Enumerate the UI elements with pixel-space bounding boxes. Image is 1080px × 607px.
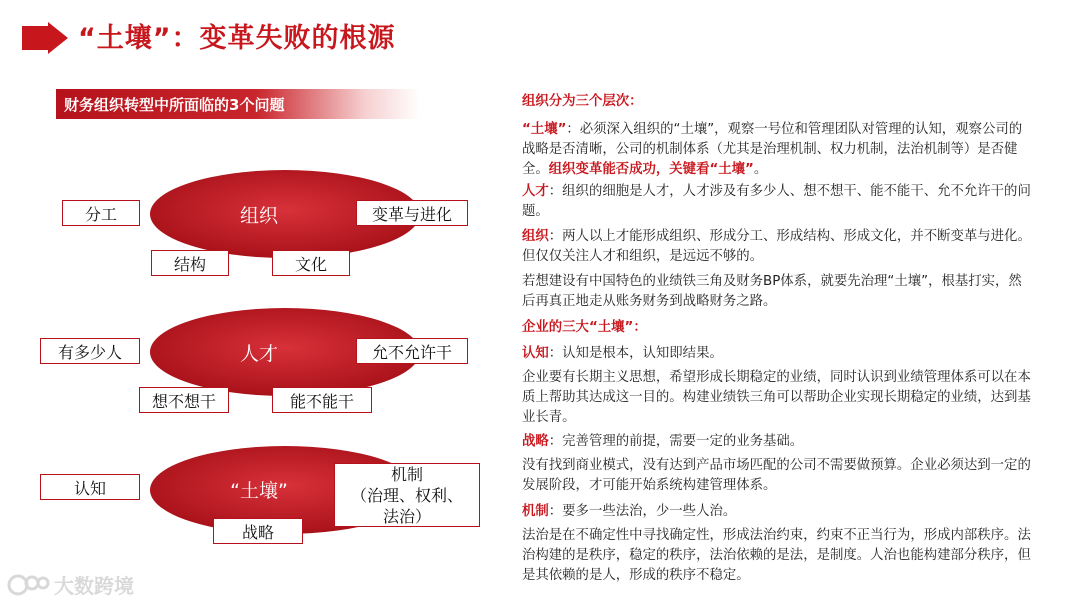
para-talent-label: 人才 (522, 184, 549, 199)
para-organization-label: 组织 (522, 229, 549, 244)
mechanism-line-3: 法治） (382, 506, 431, 526)
watermark-logo-icon (6, 572, 50, 598)
banner-label: 财务组织转型中所面临的3个问题 (64, 96, 285, 114)
para-business-model: 没有找到商业模式，没有达到产品市场匹配的公司不需要做预算。企业必须达到一定的发展阶段，才可能开始系统构建管理体系。 (522, 458, 1031, 493)
para-soil (522, 120, 1032, 180)
para-long-term: 企业要有长期主义思想，希望形成长期稳定的业绩，同时认识到业绩管理体系可以在本质上帮助其达成这一目的。构建业绩铁三角可以帮助企业实现长期稳定的业绩，达到基业长青。 (522, 370, 1031, 425)
para-soil-end: 。 (753, 162, 768, 177)
para-talent (522, 182, 1032, 222)
mechanism-line-1: 机制 (390, 464, 423, 484)
title-arrow-icon (22, 22, 70, 54)
box-willing: 想不想干 (139, 387, 229, 413)
para-cognition-text: ：认知是根本，认知即结果。 (548, 346, 723, 361)
watermark-text: 大数跨境 (54, 574, 134, 598)
para-soil-emphasis: 组织变革能否成功，关键看“土壤” (548, 162, 754, 177)
para-strategy (522, 432, 1032, 452)
para-mechanism (522, 502, 1032, 522)
section-banner (56, 89, 420, 119)
box-structure: 结构 (151, 250, 229, 276)
ellipse-label-soil: “土壤” (230, 480, 288, 502)
box-division: 分工 (62, 200, 140, 226)
para-strategy-label: 战略 (522, 434, 549, 449)
heading-three-soils: 企业的三大“土壤”： (522, 320, 647, 335)
para-strategy-text: ：完善管理的前提，需要一定的业务基础。 (548, 434, 804, 449)
box-strategy: 战略 (213, 518, 303, 544)
para-cognition (522, 344, 1032, 364)
para-mechanism-label: 机制 (522, 504, 549, 519)
heading-three-levels: 组织分为三个层次： (522, 94, 643, 109)
box-culture: 文化 (272, 250, 350, 276)
box-cognition: 认知 (40, 474, 140, 500)
watermark (6, 570, 134, 599)
box-how-many: 有多少人 (40, 338, 140, 364)
para-mechanism-text: ：要多一些法治，少一些人治。 (548, 504, 737, 519)
para-soil-label: “土壤” (522, 122, 567, 137)
para-cognition-label: 认知 (522, 346, 549, 361)
ellipse-label-talent: 人才 (239, 343, 278, 365)
mechanism-line-2: （治理、权利、 (350, 485, 463, 505)
para-rule-of-law: 法治是在不确定性中寻找确定性，形成法治约束，约束不正当行为，形成内部秩序。法治构建的是秩序，稳定的秩序，法治依赖的是法，是制度。人治也能构建部分秩序，但是其依赖的是人，形成的秩序不稳定。 (522, 528, 1031, 583)
box-mechanism (334, 463, 480, 527)
para-organization (522, 227, 1032, 267)
para-organization-text: ：两人以上才能形成组织、形成分工、形成结构、形成文化，并不断变革与进化。但仅仅关注人才和组织，是远远不够的。 (522, 229, 1031, 264)
box-allowed: 允不允许干 (356, 338, 468, 364)
para-talent-text: ：组织的细胞是人才，人才涉及有多少人、想不想干、能不能干、允不允许干的问题。 (522, 184, 1031, 219)
box-change-evolution: 变革与进化 (356, 200, 468, 226)
para-build-system: 若想建设有中国特色的业绩铁三角及财务BP体系，就要先治理“土壤”，根基打实，然后再真正地走从账务财务到战略财务之路。 (522, 274, 1022, 309)
para-soil-text: ：必须深入组织的“土壤”，观察一号位和管理团队对管理的认知，观察公司的战略是否清晰，公司的机制体系（尤其是治理机制、权力机制，法治机制等）是否健全。 (522, 122, 1023, 177)
page-title: “土壤”：变革失败的根源 (78, 23, 396, 54)
box-able: 能不能干 (272, 387, 372, 413)
ellipse-label-organization: 组织 (239, 205, 278, 227)
